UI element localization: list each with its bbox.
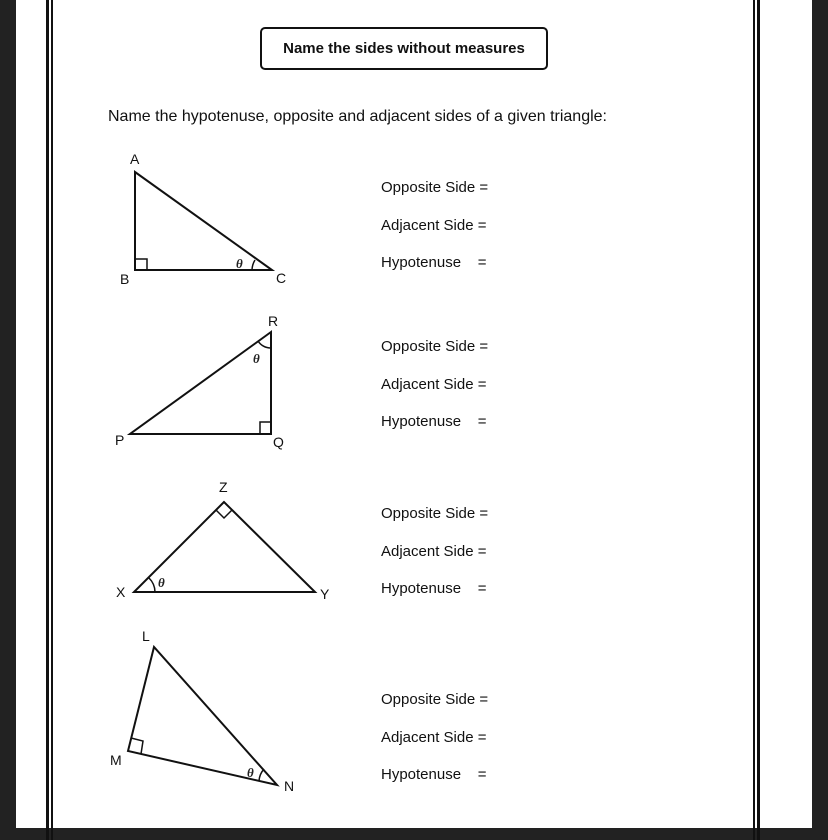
adjacent-side-label: Adjacent Side =: [381, 375, 487, 393]
theta-label: θ: [253, 351, 260, 366]
instruction-text: Name the hypotenuse, opposite and adjacent sides of a given triangle:: [108, 108, 607, 125]
angle-arc-x: [149, 578, 155, 592]
triangle-xyz: [116, 479, 330, 602]
hypotenuse-label: Hypotenuse =: [381, 766, 487, 783]
vertex-label-l: L: [142, 628, 150, 644]
right-angle-marker-b: [135, 259, 147, 270]
vertex-label-q: Q: [273, 434, 284, 450]
vertex-label-x: X: [116, 584, 126, 600]
triangle-lmn-shape: [128, 647, 277, 785]
vertex-label-z: Z: [219, 479, 228, 495]
theta-label: θ: [247, 765, 254, 780]
opposite-side-label: Opposite Side =: [381, 179, 489, 196]
theta-label: θ: [158, 575, 165, 590]
worksheet-title: Name the sides without measures: [260, 27, 548, 70]
vertex-label-p: P: [115, 432, 125, 448]
vertex-label-n: N: [284, 778, 295, 794]
triangle-abc-shape: [135, 172, 272, 270]
vertex-label-c: C: [276, 270, 287, 286]
triangle-abc: [120, 151, 286, 287]
opposite-side-label: Opposite Side =: [381, 338, 489, 355]
triangle-lmn: [110, 628, 294, 794]
adjacent-side-label: Adjacent Side =: [381, 728, 487, 746]
adjacent-side-label: Adjacent Side =: [381, 542, 487, 560]
angle-arc-r: [258, 341, 271, 348]
angle-arc-c: [252, 260, 255, 270]
vertex-label-r: R: [268, 313, 279, 329]
triangle-pqr: [115, 313, 284, 450]
vertex-label-y: Y: [320, 586, 330, 602]
right-angle-marker-z: [216, 510, 232, 518]
theta-label: θ: [236, 256, 243, 271]
triangle-pqr-shape: [130, 332, 271, 434]
hypotenuse-label: Hypotenuse =: [381, 254, 487, 271]
answer-block-lmn: [381, 690, 488, 803]
opposite-side-label: Opposite Side =: [381, 505, 489, 522]
answer-block-xyz: [381, 504, 488, 617]
adjacent-side-label: Adjacent Side =: [381, 216, 487, 234]
hypotenuse-label: Hypotenuse =: [381, 580, 487, 597]
hypotenuse-label: Hypotenuse =: [381, 413, 487, 430]
opposite-side-label: Opposite Side =: [381, 691, 489, 708]
vertex-label-m: M: [110, 752, 122, 768]
answer-block-pqr: [381, 337, 488, 450]
answer-block-abc: [381, 178, 488, 291]
vertex-label-a: A: [130, 151, 140, 167]
vertex-label-b: B: [120, 271, 130, 287]
right-angle-marker-q: [260, 422, 271, 434]
angle-arc-n: [259, 769, 264, 781]
